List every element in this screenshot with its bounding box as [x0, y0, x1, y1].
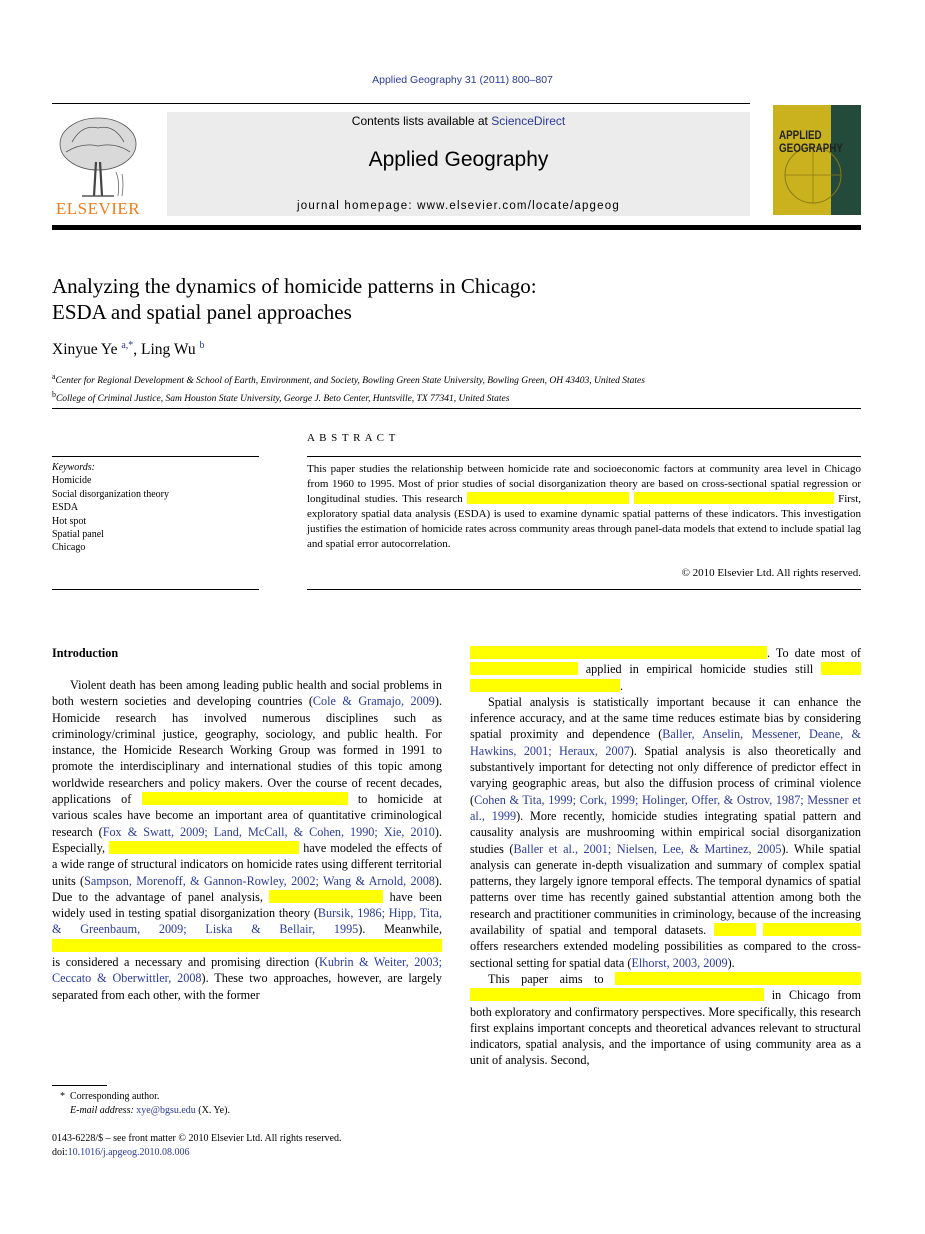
keyword-item: ESDA — [52, 502, 79, 514]
author-list: Xinyue Ye $^{a,*}$, Ling Wu $^b$ — [52, 340, 205, 359]
journal-title: Applied Geography — [368, 148, 549, 171]
highlight-redaction — [615, 972, 861, 985]
highlight-redaction — [470, 662, 578, 675]
citation-link[interactable]: Fox & Swatt, 2009; Land, McCall, & Cohen, 1990; Xie, 2010 — [102, 824, 435, 839]
journal-cover-image — [773, 105, 861, 215]
author-ye-affil-mark[interactable]: a, — [121, 340, 129, 351]
intro-paragraph-1: Violent death has been among leading public health and social problems in both western societies and developing countries (Cole & Gramajo, 2009). Homicide research has involved numerous disciplines such as criminology/criminal justice, geography, sociology, and public health. For instance, the Homicide Research Working Group was formed in 1991 to promote the interdisciplinary and international studies of this topic among worldwide researchers and policy makers. Over the course of recent decades, applications of to homicide at various scales have become an important area of quantitative criminological research (Fox & Swatt, 2009; Land, McCall, & Cohen, 1990; Xie, 2010). Especially, have modeled the effects of a wide range of structural indicators on homicide rates using different territorial units (Sampson, Morenoff, & Gannon-Rowley, 2002; Wang & Arnold, 2008). Due to the advantage of panel analysis, have been widely used in testing spatial disorganization theory (Bursik, 1986; Hipp, Tita, & Greenbaum, 2009; Liska & Bellair, 1995). Meanwhile, is considered a necessary and promising direction (Kubrin & Weiter, 2003; Ceccato & Oberwittler, 2008). These two approaches, however, are largely separated from each other, with the former — [52, 678, 443, 1002]
author-wu: Ling Wu — [141, 341, 196, 359]
citation-link[interactable]: Cole & Gramajo, 2009 — [312, 694, 435, 709]
footnote-rule — [52, 1085, 107, 1086]
journal-homepage-link[interactable]: journal homepage: www.elsevier.com/locate/apgeog — [297, 200, 620, 212]
highlight-redaction — [634, 492, 834, 504]
highlight-redaction — [821, 662, 861, 675]
abstract-copyright: © 2010 Elsevier Ltd. All rights reserved. — [681, 567, 861, 579]
keyword-item: Spatial panel — [52, 529, 104, 541]
header-top-rule — [52, 103, 750, 104]
keywords-heading: Keywords: — [52, 462, 95, 473]
abstract-bottom-rule — [307, 589, 861, 590]
citation-link[interactable]: Baller, Anselin, Messener, Deane, & Hawkins, 2001; Heraux, 2007 — [470, 727, 861, 758]
header-bottom-rule — [52, 225, 861, 230]
page-footer — [52, 1132, 341, 1160]
doi-link[interactable]: 10.1016/j.apgeog.2010.08.006 — [67, 1147, 190, 1158]
journal-banner — [167, 112, 750, 216]
author-wu-affil-mark[interactable]: b — [199, 340, 205, 351]
citation-link[interactable]: Bursik, 1986; Hipp, Tita, & Greenbaum, 2009; Liska & Bellair, 1995 — [52, 906, 442, 937]
intro-paragraph-2: Spatial analysis is statistically important because it can enhance the inference accuracy, and at the same time reduces estimate bias by considering spatial proximity and dependence (Baller, Anselin, Messener, Deane, & Hawkins, 2001; Heraux, 2007). Spatial analysis is also theoretically and substantively important for detecting not only difference of predictor effect in varying geographic areas, but also the diffusion process of criminal violence (Cohen & Tita, 1999; Cork, 1999; Holinger, Offer, & Ostrov, 1987; Messner et al., 1999). More recently, homicide studies integrating spatial pattern and causality analysis are mushrooming within empirical social disorganization studies (Baller et al., 2001; Nielsen, Lee, & Martinez, 2005). While spatial analysis can generate in-depth visualization and summary of complex spatial patterns, they largely ignore temporal effects. The temporal dynamics of spatial patterns over time has recently gained substantial attention among both the research and practitioner communities in criminology, because of the increasing availability of spatial and temporal datasets. offers researchers extended modeling possibilities as compared to the cross-sectional setting for spatial data (Elhorst, 2003, 2009). — [470, 694, 862, 970]
keyword-item: Chicago — [52, 542, 86, 554]
keywords-top-rule — [52, 456, 259, 457]
keyword-item: Homicide — [52, 475, 92, 487]
keyword-item: Social disorganization theory — [52, 488, 170, 500]
elsevier-wordmark: ELSEVIER — [55, 199, 141, 218]
author-ye-corresponding-mark[interactable]: * — [128, 340, 134, 351]
highlight-redaction — [470, 988, 764, 1001]
keywords-bottom-rule — [52, 589, 259, 590]
abstract-heading: A B S T R A C T — [307, 432, 397, 444]
citation-link[interactable]: Elhorst, 2003, 2009 — [631, 955, 728, 970]
affiliation-rule — [52, 408, 861, 409]
affiliation-a: $^a$Center for Regional Development & School of Earth, Environment, and Society, Bowling Green State University, Bowling Green, OH 43403, United States — [52, 372, 645, 387]
citation-link[interactable]: Kubrin & Weiter, 2003; Ceccato & Oberwittler, 2008 — [52, 955, 442, 986]
intro-paragraph-3: This paper aims to in Chicago from both exploratory and confirmatory perspectives. More specifically, this research first explains important concepts and theoretical advances relevant to structural indicators, spatial analysis, and the importance of using community area as a unit of analysis. Second, — [470, 971, 861, 1068]
footnote: * Corresponding author. E-mail address: xye@bgsu.edu (X. Ye). — [60, 1091, 230, 1116]
author-ye: Xinyue Ye — [52, 341, 118, 359]
keyword-item: Hot spot — [52, 515, 87, 527]
highlight-redaction — [714, 923, 756, 936]
abstract-text: This paper studies the relationship between homicide rate and socioeconomic factors at community area level in Chicago from 1960 to 1995. Most of prior studies of social disorganization theory are based on cross-sectional spatial regression or longitudinal studies. This research First, exploratory spatial data analysis (ESDA) is used to examine dynamic spatial patterns of these indicators. This investigation justifies the estimation of homicide rates across community areas through panel-data models that extend to include spatial lag and spatial error autocorrelation. — [307, 463, 861, 550]
intro-right-column — [470, 645, 861, 1069]
highlight-redaction — [269, 890, 383, 903]
cover-title: APPLIED GEOGRAPHY — [779, 128, 843, 155]
journal-reference[interactable]: Applied Geography 31 (2011) 800–807 — [372, 74, 553, 86]
abstract-top-rule — [307, 456, 861, 457]
doi-line: doi:10.1016/j.apgeog.2010.08.006 — [52, 1147, 190, 1158]
highlight-redaction — [52, 939, 442, 952]
article-title: Analyzing the dynamics of homicide patterns in Chicago: ESDA and spatial panel approaches — [52, 274, 537, 324]
sciencedirect-link[interactable]: ScienceDirect — [491, 114, 566, 128]
section-heading-introduction: Introduction — [52, 646, 119, 660]
highlight-redaction — [763, 923, 861, 936]
intro-paragraph-1-continued: . To date most of applied in empirical homicide studies still . — [470, 645, 861, 694]
contents-line: Contents lists available at ScienceDirect — [351, 114, 566, 128]
highlight-redaction — [470, 679, 620, 692]
affiliation-b: $^b$College of Criminal Justice, Sam Houston State University, George J. Beto Center, Huntsville, TX 77341, United States — [52, 390, 510, 405]
highlight-redaction — [142, 792, 348, 805]
keywords-box — [52, 461, 259, 555]
intro-left-column — [52, 677, 442, 1003]
citation-link[interactable]: Cohen & Tita, 1999; Cork, 1999; Holinger, Offer, & Ostrov, 1987; Messner et al., 1999 — [470, 792, 861, 823]
highlight-redaction — [470, 646, 767, 659]
highlight-redaction — [467, 492, 629, 504]
citation-link[interactable]: Sampson, Morenoff, & Gannon-Rowley, 2002; Wang & Arnold, 2008 — [84, 873, 435, 888]
author-email-link[interactable]: xye@bgsu.edu — [136, 1104, 196, 1116]
highlight-redaction — [109, 841, 299, 854]
affiliations — [52, 370, 861, 406]
cover-compass-graphic — [773, 105, 861, 215]
issn-line: 0143-6228/$ – see front matter © 2010 Elsevier Ltd. All rights reserved. — [52, 1133, 342, 1144]
citation-link[interactable]: Baller et al., 2001; Nielsen, Lee, & Martinez, 2005 — [513, 841, 782, 856]
